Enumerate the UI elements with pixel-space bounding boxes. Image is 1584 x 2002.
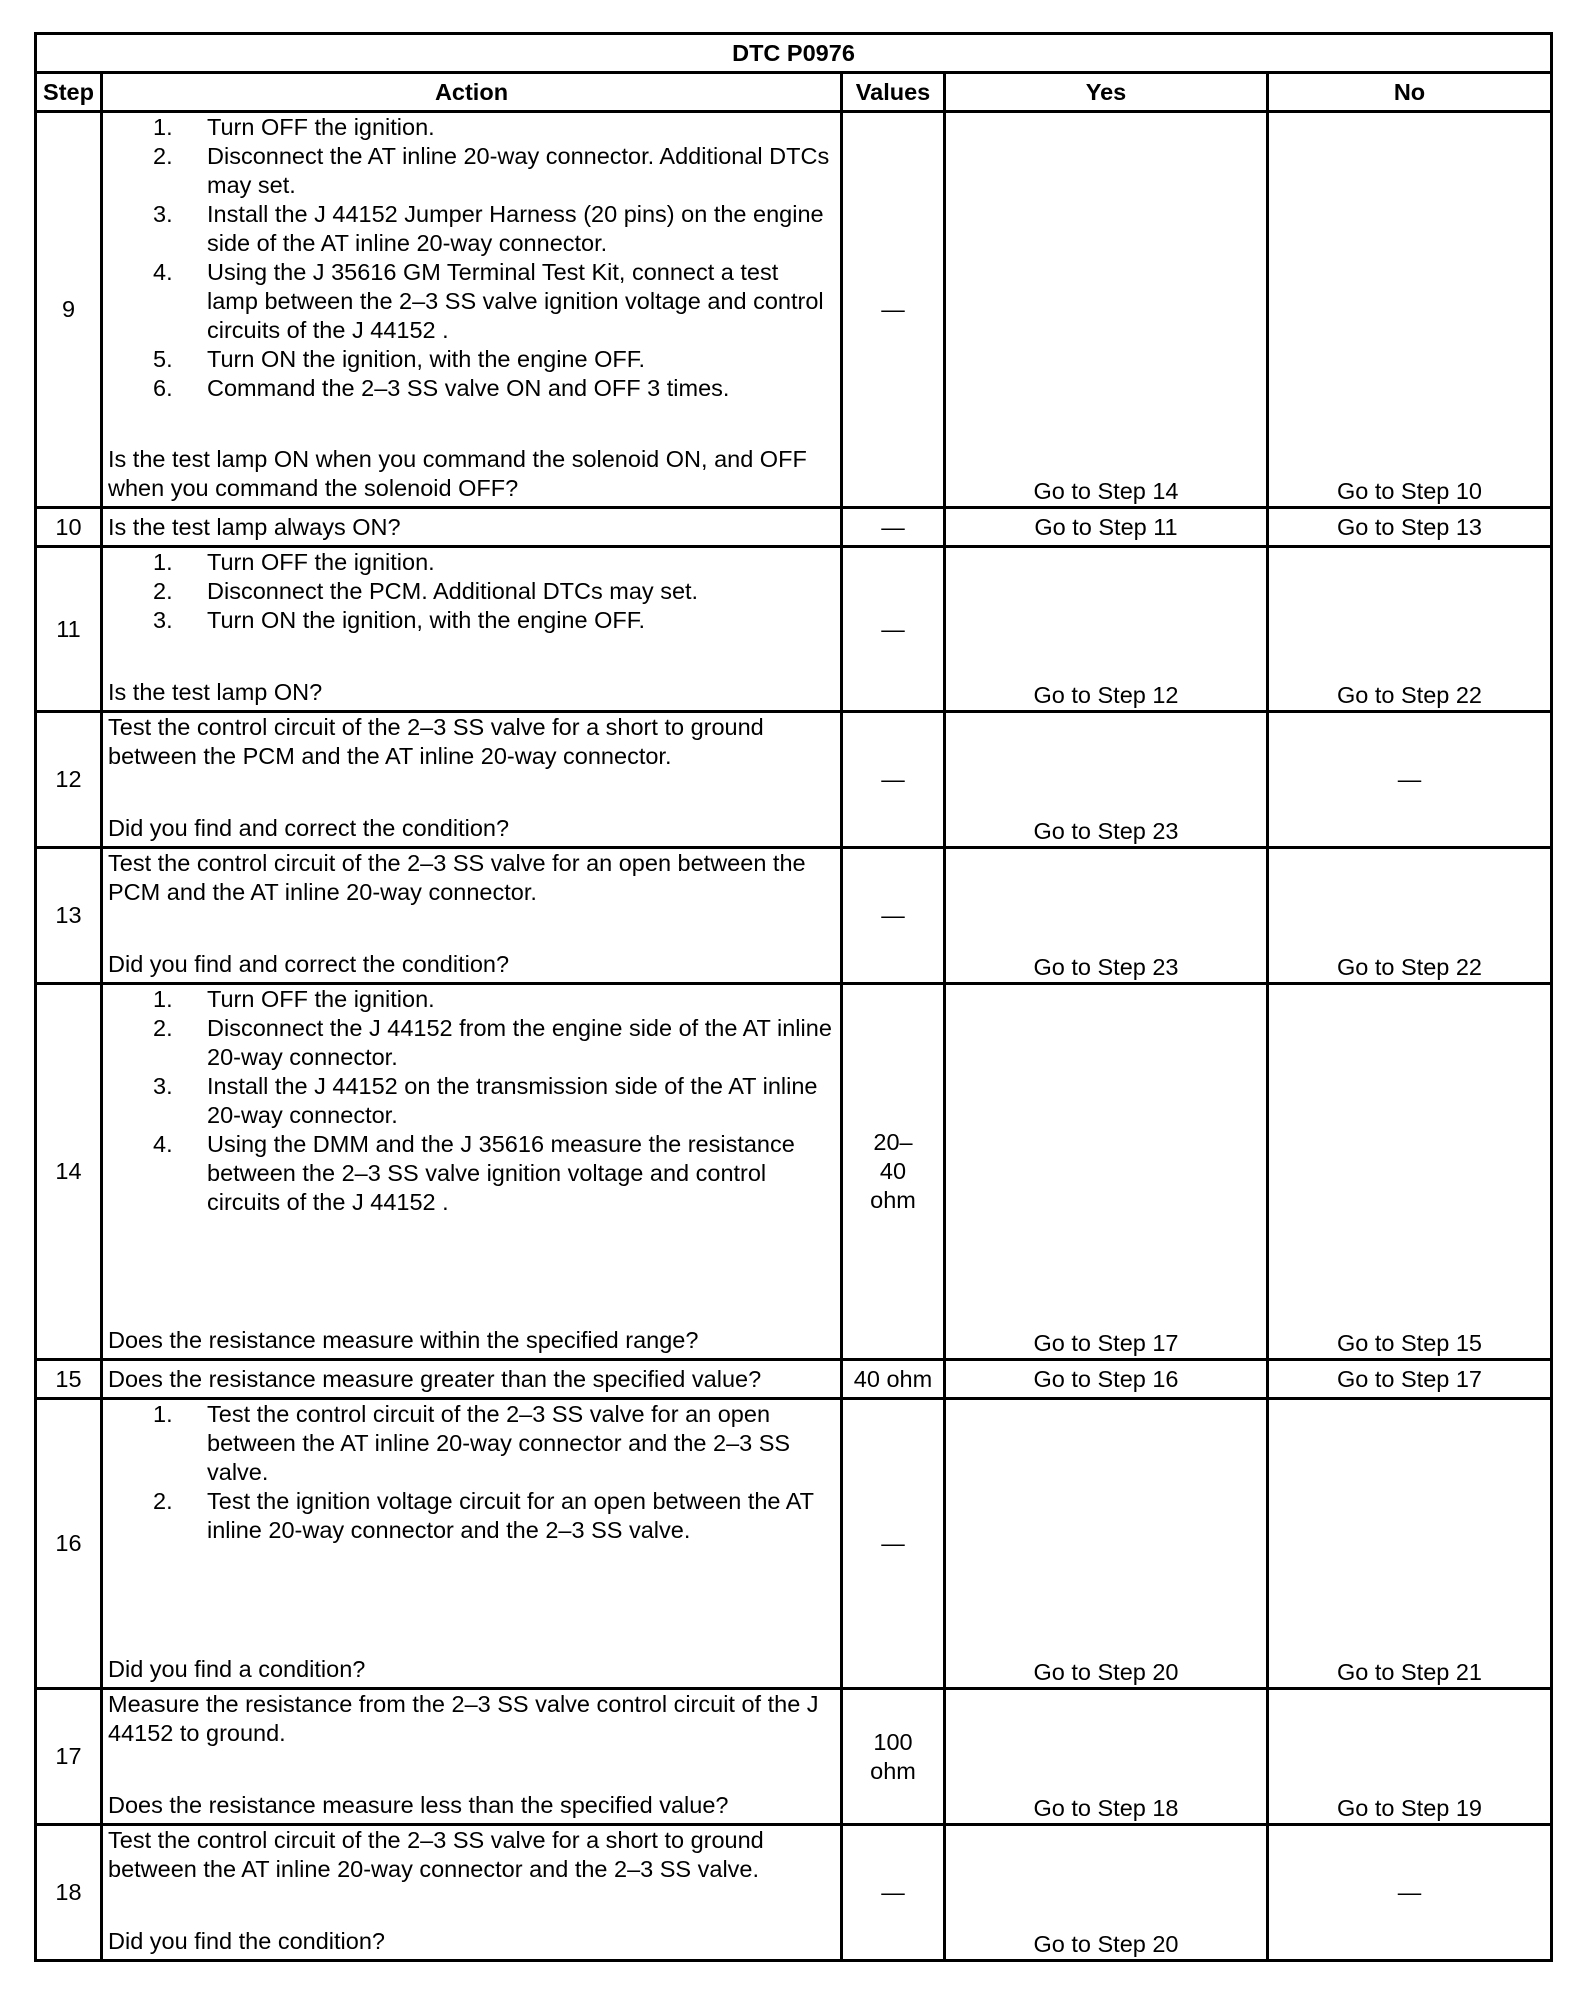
step-number: 15: [36, 1360, 102, 1399]
action-cell: [102, 547, 842, 712]
value-cell: —: [842, 1825, 945, 1961]
list-item: 3. Install the J 44152 Jumper Harness (20 pins) on the engine side of the AT inline 20-way connector.: [153, 201, 824, 256]
step-number: 12: [36, 712, 102, 848]
no-cell: Go to Step 22: [1268, 848, 1552, 984]
no-cell: Go to Step 19: [1268, 1689, 1552, 1825]
header-step: Step: [36, 73, 102, 112]
question: Is the test lamp always ON?: [102, 508, 842, 547]
table-row: [36, 984, 1552, 1360]
step-number: 16: [36, 1399, 102, 1689]
table-row: [36, 508, 1552, 547]
no-cell: Go to Step 22: [1268, 547, 1552, 712]
action-cell: [102, 1689, 842, 1825]
action-cell: [102, 1825, 842, 1961]
table-row: [36, 1689, 1552, 1825]
value-cell: 100 ohm: [842, 1689, 945, 1825]
list-item: 3. Install the J 44152 on the transmission side of the AT inline 20-way connector.: [153, 1073, 818, 1128]
action-text: Test the control circuit of the 2–3 SS valve for a short to ground between the PCM and the AT inline 20-way connector.: [108, 714, 764, 769]
procedure-list: [108, 1400, 835, 1545]
step-number: 17: [36, 1689, 102, 1825]
yes-cell: Go to Step 23: [945, 848, 1268, 984]
list-item: 5. Turn ON the ignition, with the engine OFF.: [153, 346, 646, 372]
procedure-list: [108, 985, 835, 1217]
value-cell: —: [842, 712, 945, 848]
question: Did you find and correct the condition?: [108, 815, 510, 841]
list-item: 4. Using the DMM and the J 35616 measure the resistance between the 2–3 SS valve ignition voltage and control circuits of the J 44152 .: [153, 1131, 795, 1215]
list-item: 4. Using the J 35616 GM Terminal Test Kit, connect a test lamp between the 2–3 SS valve ignition voltage and control circuits of the J 44152 .: [153, 259, 824, 343]
yes-cell: Go to Step 23: [945, 712, 1268, 848]
action-text: Test the control circuit of the 2–3 SS valve for a short to ground between the AT inline 20-way connector and the 2–3 SS valve.: [108, 1827, 764, 1882]
list-item: 2. Test the ignition voltage circuit for an open between the AT inline 20-way connector and the 2–3 SS valve.: [153, 1488, 814, 1543]
action-text: Test the control circuit of the 2–3 SS valve for an open between the PCM and the AT inline 20-way connector.: [108, 850, 806, 905]
header-yes: Yes: [945, 73, 1268, 112]
list-item: 2. Disconnect the AT inline 20-way connector. Additional DTCs may set.: [153, 143, 830, 198]
table-title: DTC P0976: [36, 34, 1552, 73]
action-cell: [102, 984, 842, 1360]
dtc-table: [34, 32, 1553, 1962]
list-item: 3. Turn ON the ignition, with the engine OFF.: [153, 607, 646, 633]
yes-cell: Go to Step 18: [945, 1689, 1268, 1825]
value-cell: —: [842, 848, 945, 984]
step-number: 9: [36, 112, 102, 508]
action-cell: [102, 1399, 842, 1689]
step-number: 13: [36, 848, 102, 984]
table-row: [36, 712, 1552, 848]
yes-cell: Go to Step 17: [945, 984, 1268, 1360]
step-number: 14: [36, 984, 102, 1360]
list-item: 1. Test the control circuit of the 2–3 SS valve for an open between the AT inline 20-way connector and the 2–3 SS valve.: [153, 1401, 791, 1485]
table-row: [36, 848, 1552, 984]
no-cell: Go to Step 10: [1268, 112, 1552, 508]
question: Does the resistance measure less than the specified value?: [108, 1792, 729, 1818]
action-cell: [102, 848, 842, 984]
table-row: [36, 1399, 1552, 1689]
list-item: 1. Turn OFF the ignition.: [153, 114, 435, 140]
table-row: [36, 1825, 1552, 1961]
list-item: 2. Disconnect the PCM. Additional DTCs may set.: [153, 578, 699, 604]
question: Did you find a condition?: [108, 1656, 366, 1682]
yes-cell: Go to Step 16: [945, 1360, 1268, 1399]
action-text: Measure the resistance from the 2–3 SS valve control circuit of the J 44152 to ground.: [108, 1691, 819, 1746]
yes-cell: Go to Step 11: [945, 508, 1268, 547]
no-cell: Go to Step 15: [1268, 984, 1552, 1360]
value-cell: —: [842, 508, 945, 547]
value-cell: —: [842, 112, 945, 508]
list-item: 1. Turn OFF the ignition.: [153, 986, 435, 1012]
question: Did you find and correct the condition?: [108, 951, 510, 977]
procedure-list: [108, 548, 835, 635]
question: Does the resistance measure greater than the specified value?: [102, 1360, 842, 1399]
no-cell: Go to Step 17: [1268, 1360, 1552, 1399]
question: Did you find the condition?: [108, 1928, 385, 1954]
no-cell: —: [1268, 712, 1552, 848]
table-row: [36, 112, 1552, 508]
list-item: 1. Turn OFF the ignition.: [153, 549, 435, 575]
yes-cell: Go to Step 12: [945, 547, 1268, 712]
header-values: Values: [842, 73, 945, 112]
no-cell: —: [1268, 1825, 1552, 1961]
list-item: 2. Disconnect the J 44152 from the engine side of the AT inline 20-way connector.: [153, 1015, 832, 1070]
yes-cell: Go to Step 20: [945, 1825, 1268, 1961]
table-row: [36, 547, 1552, 712]
table-row: [36, 1360, 1552, 1399]
action-cell: [102, 712, 842, 848]
header-no: No: [1268, 73, 1552, 112]
step-number: 11: [36, 547, 102, 712]
question: Is the test lamp ON when you command the solenoid ON, and OFF when you command the solenoid OFF?: [108, 446, 807, 501]
procedure-list: [108, 113, 835, 403]
question: Is the test lamp ON?: [108, 679, 323, 705]
no-cell: Go to Step 13: [1268, 508, 1552, 547]
value-cell: 20–40 ohm: [842, 984, 945, 1360]
list-item: 6. Command the 2–3 SS valve ON and OFF 3 times.: [153, 375, 730, 401]
value-cell: —: [842, 1399, 945, 1689]
value-cell: —: [842, 547, 945, 712]
action-cell: [102, 112, 842, 508]
yes-cell: Go to Step 20: [945, 1399, 1268, 1689]
question: Does the resistance measure within the specified range?: [108, 1327, 699, 1353]
header-action: Action: [102, 73, 842, 112]
value-cell: 40 ohm: [842, 1360, 945, 1399]
step-number: 18: [36, 1825, 102, 1961]
yes-cell: Go to Step 14: [945, 112, 1268, 508]
no-cell: Go to Step 21: [1268, 1399, 1552, 1689]
step-number: 10: [36, 508, 102, 547]
